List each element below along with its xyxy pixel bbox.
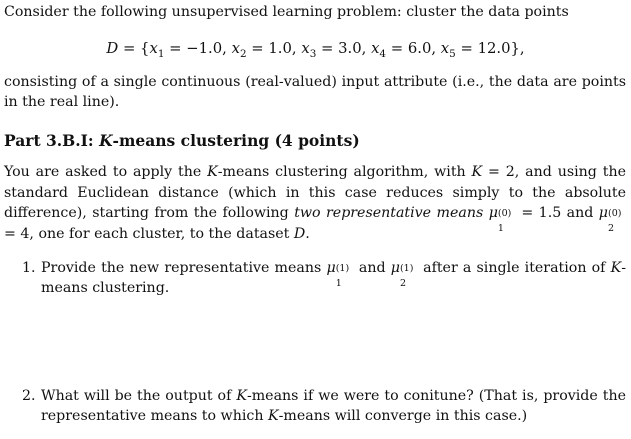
q1-mu1-sub: 1	[335, 278, 342, 289]
mu1-sub: 1	[497, 223, 504, 234]
q1-text-d: -means clustering.	[41, 260, 627, 296]
dataset-equation: $D = \{x_1 = -1.0$, $x_2 = 1.0$, $x_3 = 3.0$, $x_4 = 6.0$, $x_5 = 12.0$},	[106, 40, 525, 60]
question-2-number: 2.	[22, 388, 36, 404]
q2-text-c: -means will converge in this case.)	[278, 408, 528, 424]
question-2-body	[41, 386, 626, 426]
q1-mu2-indices	[399, 263, 418, 289]
section-heading	[4, 131, 624, 151]
mu2-indices	[608, 208, 626, 234]
q2-text-b: -means if we were to conitune? (That is, provide the representative means to which	[41, 388, 626, 424]
point-x2-value: 1.0	[268, 40, 292, 57]
q1-text-b: and	[353, 260, 391, 276]
point-x5-name: x	[440, 40, 450, 57]
q1-mu1-indices	[335, 263, 354, 289]
task-paragraph	[4, 162, 626, 244]
point-x5-value: 12.0	[477, 40, 511, 57]
intro-text: Consider the following unsupervised learning problem: cluster the data points	[4, 4, 569, 20]
dataset-variable: D	[106, 40, 119, 57]
mu1-indices	[497, 208, 516, 234]
intro-description	[4, 72, 626, 112]
section-prefix: Part 3.B.I:	[4, 131, 100, 150]
q1-k: K	[610, 260, 622, 276]
task-k-1: K	[207, 164, 218, 180]
mu2-sup: (0)	[608, 208, 622, 219]
question-1-number: 1.	[22, 260, 36, 276]
q1-mu2-sup: (1)	[399, 263, 414, 274]
point-x3-index: 3	[309, 47, 317, 60]
mu2-sub: 2	[608, 223, 615, 234]
point-x3-name: x	[301, 40, 310, 57]
point-x4-value: 6.0	[407, 40, 432, 57]
point-x3-value: 3.0	[338, 40, 362, 57]
question-1	[22, 258, 626, 298]
mu1-sup: (0)	[497, 208, 512, 219]
point-x4-name: x	[371, 40, 380, 57]
task-text-5: = 4, one for each cluster, to the dataset	[4, 225, 294, 242]
q1-mu1-sup: (1)	[335, 263, 350, 274]
q1-text-c: after a single iteration of	[417, 260, 611, 276]
intro-line	[4, 2, 626, 22]
description-text: consisting of a single continuous (real-valued) input attribute (i.e., the data are points in the real line).	[4, 74, 626, 110]
point-x2-index: 2	[239, 47, 247, 60]
point-x1-index: 1	[157, 47, 165, 60]
q2-k2: K	[267, 408, 279, 424]
q1-mu1-symbol: μ	[326, 260, 336, 276]
q2-k: K	[236, 388, 247, 404]
point-x1-name: x	[149, 40, 158, 57]
task-text-4: = 1.5 and	[515, 205, 599, 221]
point-x1-value: −1.0	[186, 40, 223, 57]
mu1-symbol: μ	[488, 205, 498, 221]
q2-text-a: What will be the output of	[41, 388, 237, 404]
point-x2-name: x	[231, 40, 240, 57]
question-2	[22, 386, 626, 426]
point-x5-index: 5	[449, 47, 456, 60]
task-text-1: You are asked to apply the	[4, 164, 208, 180]
equation-close: },	[510, 40, 525, 57]
mu2-symbol: μ	[598, 205, 609, 221]
equation-open: = {	[118, 40, 150, 57]
section-k: K	[99, 131, 113, 150]
task-dataset: D	[293, 225, 306, 242]
q1-mu2-sub: 2	[399, 278, 407, 289]
task-text-6: .	[305, 225, 310, 242]
q1-text-a: Provide the new representative means	[41, 260, 327, 276]
task-k-2: K	[471, 164, 483, 180]
section-suffix: -means clustering (4 points)	[112, 131, 360, 150]
task-text-2: -means clustering algorithm, with	[217, 164, 472, 180]
question-1-body	[41, 258, 626, 298]
q1-mu2-symbol: μ	[390, 260, 400, 276]
task-emphasis: two representative means	[294, 205, 484, 221]
task-text-3: = 2, and using the standard Euclidean distance (which in this case reduces simply to the absolute difference), starting from the following	[4, 164, 626, 221]
point-x4-index: 4	[379, 47, 387, 60]
